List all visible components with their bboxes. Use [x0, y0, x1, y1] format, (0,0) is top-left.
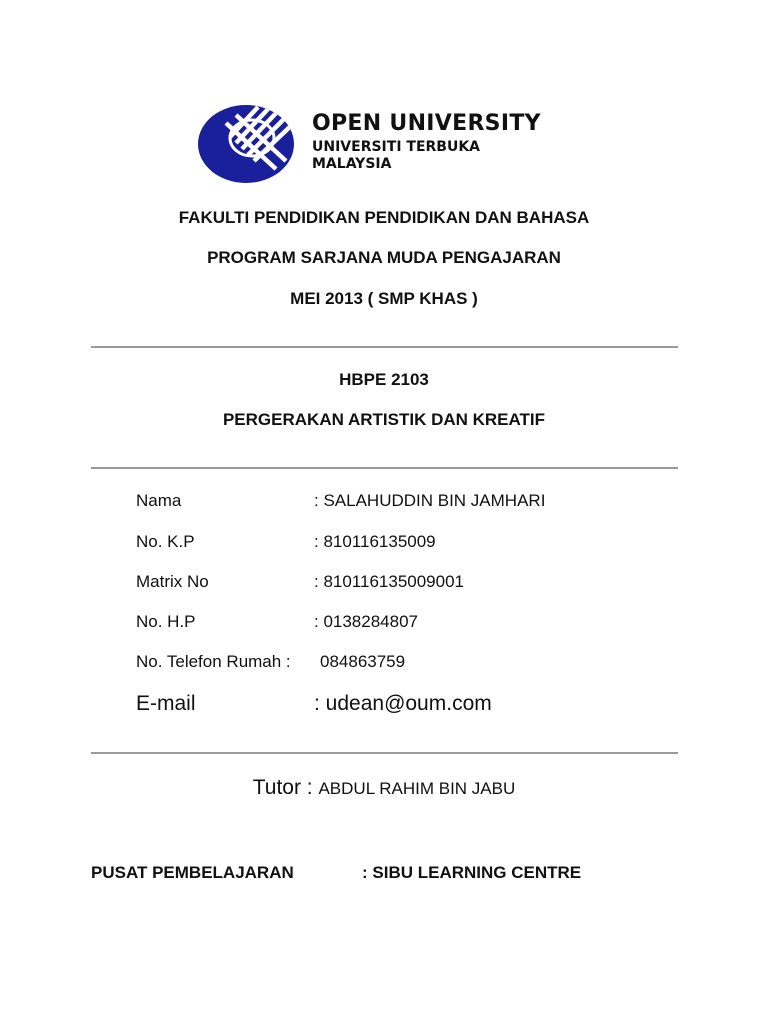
email-value: : udean@oum.com — [314, 692, 492, 715]
program-heading: PROGRAM SARJANA MUDA PENGAJARAN — [207, 248, 561, 267]
logo-title: OPEN UNIVERSITY — [312, 111, 541, 136]
course-code: HBPE 2103 — [339, 370, 429, 389]
logo-subtitle-1: UNIVERSITI TERBUKA — [312, 139, 481, 155]
learning-centre-label: PUSAT PEMBELAJARAN — [91, 863, 294, 882]
divider-1 — [91, 346, 678, 348]
email-label: E-mail — [136, 692, 196, 715]
ic-value: : 810116135009 — [314, 532, 436, 551]
tutor-name: ABDUL RAHIM BIN JABU — [318, 779, 516, 798]
phone-label: No. H.P — [136, 612, 196, 631]
home-phone-value: 084863759 — [320, 652, 406, 671]
tutor-line — [0, 776, 768, 800]
session-heading: MEI 2013 ( SMP KHAS ) — [290, 289, 478, 308]
tutor-label: Tutor : — [252, 776, 319, 799]
logo-subtitle-2: MALAYSIA — [312, 156, 392, 172]
home-phone-label: No. Telefon Rumah : — [136, 652, 291, 671]
learning-centre-value: : SIBU LEARNING CENTRE — [362, 863, 582, 882]
divider-2 — [91, 467, 678, 469]
divider-3 — [91, 752, 678, 754]
phone-value: : 0138284807 — [314, 612, 418, 631]
matrix-label: Matrix No — [136, 572, 209, 591]
university-logo — [196, 103, 556, 185]
name-value: : SALAHUDDIN BIN JAMHARI — [314, 491, 546, 510]
ic-label: No. K.P — [136, 532, 195, 551]
course-title: PERGERAKAN ARTISTIK DAN KREATIF — [222, 410, 546, 429]
oum-emblem-icon — [196, 103, 304, 185]
faculty-heading: FAKULTI PENDIDIKAN PENDIDIKAN DAN BAHASA — [178, 208, 590, 227]
matrix-value: : 810116135009001 — [314, 572, 465, 591]
name-label: Nama — [136, 491, 182, 510]
